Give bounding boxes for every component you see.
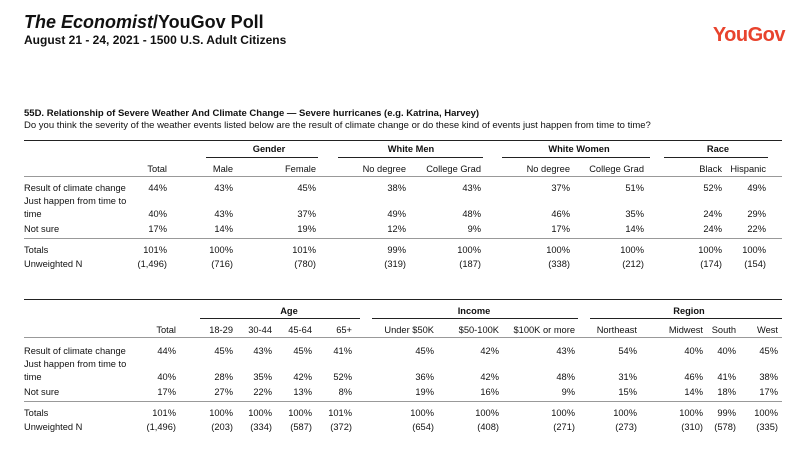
totals-rule bbox=[24, 401, 782, 402]
table-cell: (1,496) bbox=[146, 422, 176, 432]
unweighted-row bbox=[24, 421, 782, 433]
table-cell: 100% bbox=[209, 408, 233, 418]
table-cell: 101% bbox=[328, 408, 352, 418]
table-top-rule bbox=[24, 140, 782, 141]
column-header: Total bbox=[147, 164, 167, 174]
question-title: 55D. Relationship of Severe Weather And Climate Change — Severe hurricanes (e.g. Katrina, Harvey) bbox=[24, 108, 480, 119]
column-header: Male bbox=[212, 164, 233, 174]
table-cell: 100% bbox=[620, 245, 644, 255]
table-cell: 100% bbox=[475, 408, 499, 418]
group-underline bbox=[206, 157, 318, 158]
group-header: Region bbox=[673, 306, 705, 316]
table-cell: 45% bbox=[214, 346, 233, 356]
column-header: Hispanic bbox=[730, 164, 766, 174]
table-cell: 42% bbox=[293, 372, 312, 382]
table-cell: 31% bbox=[618, 372, 637, 382]
table-cell: 35% bbox=[253, 372, 272, 382]
table-cell: 45% bbox=[759, 346, 778, 356]
table-cell: (716) bbox=[211, 259, 233, 269]
table-cell: (654) bbox=[412, 422, 434, 432]
table-cell: 40% bbox=[717, 346, 736, 356]
table-cell: 46% bbox=[551, 209, 570, 219]
table-cell: (174) bbox=[700, 259, 722, 269]
table-cell: 49% bbox=[387, 209, 406, 219]
table-cell: 14% bbox=[684, 387, 703, 397]
group-header: Gender bbox=[252, 144, 286, 154]
table-cell: 100% bbox=[209, 245, 233, 255]
table-cell: 12% bbox=[387, 224, 406, 234]
row-label: Not sure bbox=[24, 224, 60, 234]
row-label: Not sure bbox=[24, 387, 60, 397]
table-cell: 17% bbox=[148, 224, 167, 234]
table-cell: 36% bbox=[415, 372, 434, 382]
table-cell: 100% bbox=[410, 408, 434, 418]
group-header: Race bbox=[706, 144, 730, 154]
group-underline bbox=[372, 318, 578, 319]
title-rest: /YouGov Poll bbox=[153, 12, 264, 32]
table-cell: (408) bbox=[477, 422, 499, 432]
group-header: Income bbox=[457, 306, 491, 316]
column-header: Midwest bbox=[668, 325, 703, 335]
column-header: $100K or more bbox=[513, 325, 575, 335]
table-cell: 54% bbox=[618, 346, 637, 356]
table-cell: 100% bbox=[613, 408, 637, 418]
group-underline bbox=[338, 157, 483, 158]
yougov-logo: YouGov bbox=[712, 24, 785, 46]
group-header: Age bbox=[280, 306, 298, 316]
table-cell: 27% bbox=[214, 387, 233, 397]
column-header-row bbox=[24, 324, 782, 336]
table-cell: (587) bbox=[290, 422, 312, 432]
table-cell: 40% bbox=[157, 372, 176, 382]
table-cell: 101% bbox=[152, 408, 176, 418]
table-cell: (273) bbox=[615, 422, 637, 432]
table-cell: 44% bbox=[148, 183, 167, 193]
group-underline bbox=[200, 318, 360, 319]
table-cell: 45% bbox=[297, 183, 316, 193]
table-cell: 17% bbox=[551, 224, 570, 234]
table-row bbox=[24, 182, 782, 194]
column-header: 45-64 bbox=[288, 325, 312, 335]
column-header: Total bbox=[156, 325, 176, 335]
table-cell: 100% bbox=[457, 245, 481, 255]
table-cell: 100% bbox=[742, 245, 766, 255]
column-header: Under $50K bbox=[384, 325, 434, 335]
table-cell: 38% bbox=[387, 183, 406, 193]
table-cell: 99% bbox=[717, 408, 736, 418]
table-cell: 24% bbox=[703, 209, 722, 219]
table-cell: (1,496) bbox=[137, 259, 167, 269]
table-cell: 42% bbox=[480, 346, 499, 356]
column-header-row bbox=[24, 163, 782, 175]
table-cell: (335) bbox=[756, 422, 778, 432]
group-underline bbox=[664, 157, 768, 158]
table-cell: 45% bbox=[293, 346, 312, 356]
table-cell: 24% bbox=[703, 224, 722, 234]
table-cell: 51% bbox=[625, 183, 644, 193]
table-cell: 100% bbox=[288, 408, 312, 418]
column-header: College Grad bbox=[589, 164, 644, 174]
column-header: West bbox=[756, 325, 778, 335]
table-cell: 45% bbox=[415, 346, 434, 356]
table-cell: (271) bbox=[553, 422, 575, 432]
group-underline bbox=[590, 318, 782, 319]
row-label: Totals bbox=[24, 408, 49, 418]
table-cell: 46% bbox=[684, 372, 703, 382]
column-header: No degree bbox=[362, 164, 406, 174]
table-cell: 19% bbox=[415, 387, 434, 397]
poll-subtitle: August 21 - 24, 2021 - 1500 U.S. Adult Citizens bbox=[24, 33, 287, 47]
table-cell: 16% bbox=[480, 387, 499, 397]
column-header: 18-29 bbox=[209, 325, 233, 335]
table-cell: (372) bbox=[330, 422, 352, 432]
table-cell: 43% bbox=[214, 183, 233, 193]
column-header: $50-100K bbox=[458, 325, 499, 335]
table-cell: 43% bbox=[556, 346, 575, 356]
table-cell: 13% bbox=[293, 387, 312, 397]
table-cell: 101% bbox=[143, 245, 167, 255]
column-header: Black bbox=[699, 164, 722, 174]
table-cell: 37% bbox=[551, 183, 570, 193]
table-cell: (203) bbox=[211, 422, 233, 432]
table-cell: 17% bbox=[759, 387, 778, 397]
table-cell: 100% bbox=[679, 408, 703, 418]
totals-row bbox=[24, 407, 782, 419]
table-cell: 40% bbox=[148, 209, 167, 219]
unweighted-row bbox=[24, 258, 782, 270]
column-header: 65+ bbox=[336, 325, 352, 335]
table-cell: 38% bbox=[759, 372, 778, 382]
row-label: Unweighted N bbox=[24, 259, 83, 269]
table-row bbox=[24, 223, 782, 235]
table-cell: 41% bbox=[717, 372, 736, 382]
table-cell: 48% bbox=[556, 372, 575, 382]
table-cell: 9% bbox=[561, 387, 575, 397]
table-cell: 35% bbox=[625, 209, 644, 219]
table-cell: (780) bbox=[294, 259, 316, 269]
table-cell: 8% bbox=[338, 387, 352, 397]
table-cell: 29% bbox=[747, 209, 766, 219]
table-cell: 37% bbox=[297, 209, 316, 219]
table-cell: 52% bbox=[333, 372, 352, 382]
column-header: 30-44 bbox=[248, 325, 272, 335]
table-cell: 101% bbox=[292, 245, 316, 255]
table-cell: 99% bbox=[387, 245, 406, 255]
table-cell: 52% bbox=[703, 183, 722, 193]
column-header: Northeast bbox=[596, 325, 637, 335]
poll-title bbox=[24, 12, 264, 32]
table-row bbox=[24, 195, 782, 207]
table-cell: 48% bbox=[462, 209, 481, 219]
row-label: Just happen from time to bbox=[24, 359, 127, 369]
totals-row bbox=[24, 244, 782, 256]
table-row bbox=[24, 386, 782, 398]
table-cell: (187) bbox=[459, 259, 481, 269]
table-cell: (212) bbox=[622, 259, 644, 269]
table-cell: 19% bbox=[297, 224, 316, 234]
group-header: White Men bbox=[387, 144, 435, 154]
row-label: time bbox=[24, 372, 42, 382]
header-rule bbox=[24, 337, 782, 338]
table-cell: 42% bbox=[480, 372, 499, 382]
table-cell: 15% bbox=[618, 387, 637, 397]
column-header: Female bbox=[284, 164, 316, 174]
table-cell: 40% bbox=[684, 346, 703, 356]
crosstab-table-1 bbox=[24, 140, 782, 275]
row-label: time bbox=[24, 209, 42, 219]
column-header: No degree bbox=[526, 164, 570, 174]
crosstab-table-2 bbox=[24, 299, 782, 439]
table-cell: 49% bbox=[747, 183, 766, 193]
table-cell: 22% bbox=[747, 224, 766, 234]
table-cell: 9% bbox=[467, 224, 481, 234]
group-header: White Women bbox=[548, 144, 610, 154]
table-cell: 43% bbox=[253, 346, 272, 356]
table-cell: 43% bbox=[462, 183, 481, 193]
table-cell: 18% bbox=[717, 387, 736, 397]
table-cell: 100% bbox=[248, 408, 272, 418]
table-row bbox=[24, 358, 782, 370]
table-cell: 22% bbox=[253, 387, 272, 397]
table-cell: (334) bbox=[250, 422, 272, 432]
totals-rule bbox=[24, 238, 782, 239]
title-italic: The Economist bbox=[24, 12, 154, 32]
table-cell: 100% bbox=[551, 408, 575, 418]
table-cell: 17% bbox=[157, 387, 176, 397]
table-row bbox=[24, 208, 782, 220]
table-cell: 100% bbox=[754, 408, 778, 418]
question-text: Do you think the severity of the weather events listed below are the result of climate change or do these kind of events just happen from time to time? bbox=[24, 120, 651, 131]
table-row bbox=[24, 345, 782, 357]
table-cell: 43% bbox=[214, 209, 233, 219]
header-rule bbox=[24, 176, 782, 177]
row-label: Result of climate change bbox=[24, 346, 126, 356]
row-label: Result of climate change bbox=[24, 183, 126, 193]
table-row bbox=[24, 371, 782, 383]
row-label: Totals bbox=[24, 245, 49, 255]
table-cell: (154) bbox=[744, 259, 766, 269]
table-cell: 100% bbox=[698, 245, 722, 255]
row-label: Unweighted N bbox=[24, 422, 83, 432]
table-cell: 100% bbox=[546, 245, 570, 255]
table-top-rule bbox=[24, 299, 782, 300]
table-cell: (319) bbox=[384, 259, 406, 269]
table-cell: (578) bbox=[714, 422, 736, 432]
table-cell: 41% bbox=[333, 346, 352, 356]
table-cell: 44% bbox=[157, 346, 176, 356]
table-cell: 14% bbox=[625, 224, 644, 234]
group-underline bbox=[502, 157, 650, 158]
row-label: Just happen from time to bbox=[24, 196, 127, 206]
table-cell: 14% bbox=[214, 224, 233, 234]
table-cell: (338) bbox=[548, 259, 570, 269]
column-header: South bbox=[711, 325, 736, 335]
column-header: College Grad bbox=[426, 164, 481, 174]
table-cell: 28% bbox=[214, 372, 233, 382]
table-cell: (310) bbox=[681, 422, 703, 432]
